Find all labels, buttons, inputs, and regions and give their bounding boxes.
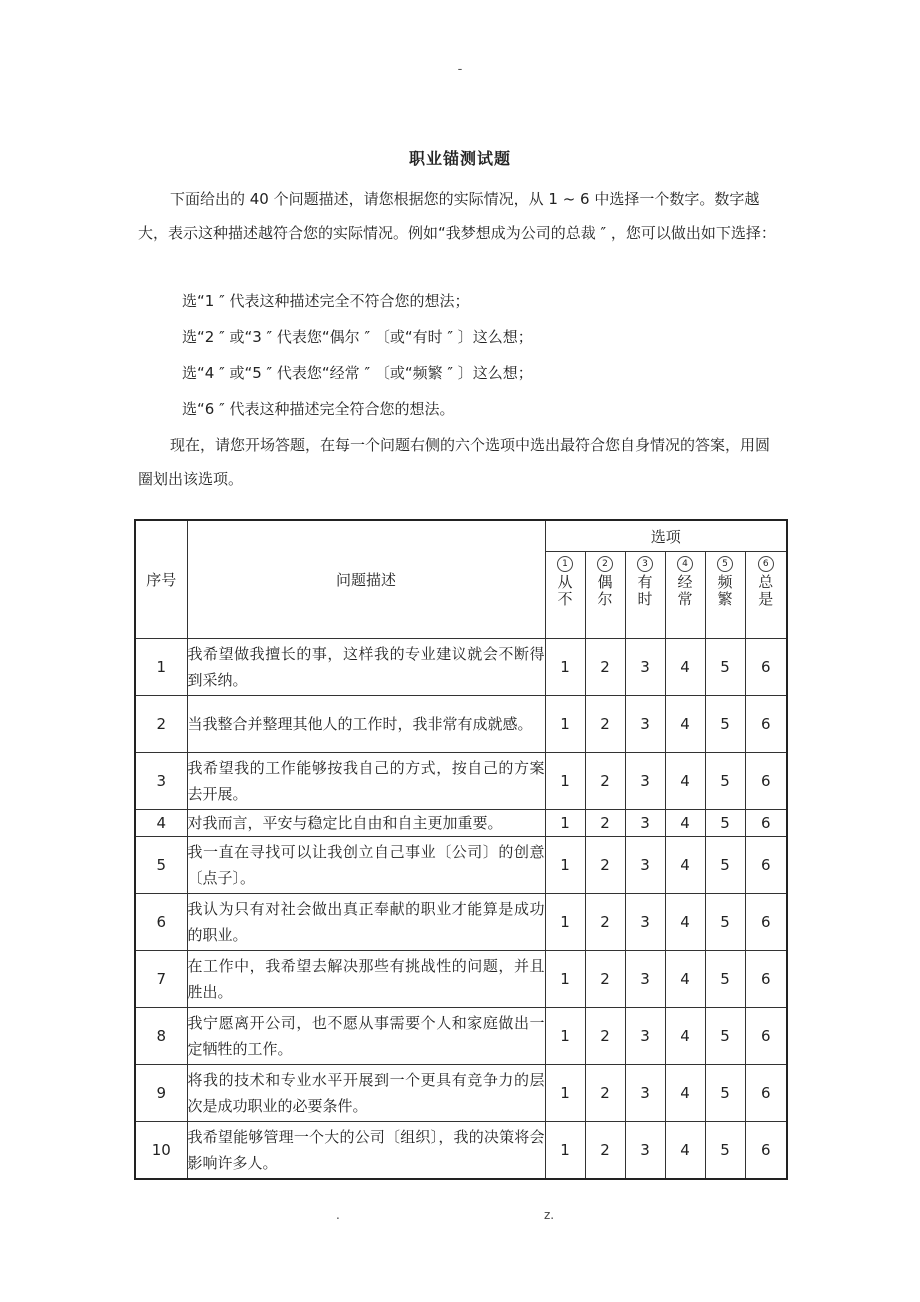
option-number-circle: 5 [717, 556, 733, 572]
score-option-5[interactable]: 5 [705, 753, 745, 810]
table-row [135, 1122, 787, 1180]
question-number: 8 [135, 1008, 187, 1065]
question-number: 10 [135, 1122, 187, 1180]
question-text: 对我而言，平安与稳定比自由和自主更加重要。 [187, 810, 545, 837]
table-row [135, 639, 787, 696]
header-mark: - [457, 62, 463, 77]
score-option-1[interactable]: 1 [545, 1065, 585, 1122]
option-label: 频繁 [717, 573, 733, 608]
questionnaire-table [134, 519, 788, 1180]
score-option-5[interactable]: 5 [705, 951, 745, 1008]
score-option-2[interactable]: 2 [585, 1122, 625, 1180]
score-option-6[interactable]: 6 [745, 696, 787, 753]
choice-line-4: 选“6 ″ 代表这种描述完全符合您的想法。 [182, 400, 455, 418]
score-option-2[interactable]: 2 [585, 753, 625, 810]
question-number: 6 [135, 894, 187, 951]
score-option-5[interactable]: 5 [705, 696, 745, 753]
question-text: 在工作中，我希望去解决那些有挑战性的问题，并且胜出。 [187, 951, 545, 1008]
header-options: 选项 [545, 520, 787, 552]
score-option-3[interactable]: 3 [625, 837, 665, 894]
score-option-1[interactable]: 1 [545, 1122, 585, 1180]
score-option-6[interactable]: 6 [745, 1065, 787, 1122]
table-row [135, 696, 787, 753]
score-option-2[interactable]: 2 [585, 1065, 625, 1122]
score-option-2[interactable]: 2 [585, 810, 625, 837]
score-option-5[interactable]: 5 [705, 810, 745, 837]
score-option-3[interactable]: 3 [625, 1065, 665, 1122]
question-text: 我宁愿离开公司，也不愿从事需要个人和家庭做出一定牺牲的工作。 [187, 1008, 545, 1065]
score-option-2[interactable]: 2 [585, 951, 625, 1008]
option-label: 有时 [637, 573, 653, 608]
question-text: 我认为只有对社会做出真正奉献的职业才能算是成功的职业。 [187, 894, 545, 951]
question-number: 2 [135, 696, 187, 753]
score-option-3[interactable]: 3 [625, 1122, 665, 1180]
score-option-3[interactable]: 3 [625, 1008, 665, 1065]
question-text: 我希望做我擅长的事，这样我的专业建议就会不断得到采纳。 [187, 639, 545, 696]
questions-body [135, 639, 787, 1180]
score-option-4[interactable]: 4 [665, 810, 705, 837]
score-option-3[interactable]: 3 [625, 639, 665, 696]
option-header-3 [625, 552, 665, 639]
score-option-4[interactable]: 4 [665, 951, 705, 1008]
question-text: 我一直在寻找可以让我创立自己事业〔公司〕的创意〔点子〕。 [187, 837, 545, 894]
footer-right-mark: z. [544, 1208, 555, 1222]
score-option-5[interactable]: 5 [705, 639, 745, 696]
score-option-4[interactable]: 4 [665, 837, 705, 894]
question-number: 1 [135, 639, 187, 696]
score-option-3[interactable]: 3 [625, 951, 665, 1008]
score-option-5[interactable]: 5 [705, 1008, 745, 1065]
score-option-2[interactable]: 2 [585, 894, 625, 951]
option-number-circle: 4 [677, 556, 693, 572]
choice-line-1: 选“1 ″ 代表这种描述完全不符合您的想法； [182, 292, 470, 310]
option-header-1 [545, 552, 585, 639]
question-text: 当我整合并整理其他人的工作时，我非常有成就感。 [187, 696, 545, 753]
footer-left-mark: . [336, 1208, 340, 1222]
question-number: 3 [135, 753, 187, 810]
table-row [135, 837, 787, 894]
question-text: 我希望我的工作能够按我自己的方式，按自己的方案去开展。 [187, 753, 545, 810]
score-option-4[interactable]: 4 [665, 1065, 705, 1122]
score-option-6[interactable]: 6 [745, 837, 787, 894]
score-option-6[interactable]: 6 [745, 1122, 787, 1180]
option-header-2 [585, 552, 625, 639]
option-label: 从不 [557, 573, 573, 608]
score-option-4[interactable]: 4 [665, 1122, 705, 1180]
score-option-4[interactable]: 4 [665, 696, 705, 753]
intro-paragraph: 下面给出的 40 个问题描述，请您根据您的实际情况，从 1 ~ 6 中选择一个数字。数字越大，表示这种描述越符合您的实际情况。例如“我梦想成为公司的总裁 ″ ，您可以做出如下选择： [138, 190, 776, 242]
option-header-4 [665, 552, 705, 639]
score-option-3[interactable]: 3 [625, 810, 665, 837]
score-option-6[interactable]: 6 [745, 810, 787, 837]
score-option-1[interactable]: 1 [545, 951, 585, 1008]
score-option-4[interactable]: 4 [665, 639, 705, 696]
table-row [135, 753, 787, 810]
choice-line-2: 选“2 ″ 或“3 ″ 代表您“偶尔 ″ 〔或“有时 ″ 〕这么想； [182, 328, 533, 346]
option-label: 经常 [677, 573, 693, 608]
score-option-5[interactable]: 5 [705, 1122, 745, 1180]
score-option-1[interactable]: 1 [545, 837, 585, 894]
score-option-1[interactable]: 1 [545, 810, 585, 837]
score-option-2[interactable]: 2 [585, 696, 625, 753]
score-option-5[interactable]: 5 [705, 894, 745, 951]
score-option-1[interactable]: 1 [545, 753, 585, 810]
score-option-2[interactable]: 2 [585, 639, 625, 696]
option-number-circle: 1 [557, 556, 573, 572]
option-label: 偶尔 [597, 573, 613, 608]
table-row [135, 951, 787, 1008]
question-number: 7 [135, 951, 187, 1008]
question-text: 我希望能够管理一个大的公司〔组织〕，我的决策将会影响许多人。 [187, 1122, 545, 1180]
score-option-1[interactable]: 1 [545, 639, 585, 696]
score-option-3[interactable]: 3 [625, 894, 665, 951]
question-text: 将我的技术和专业水平开展到一个更具有竞争力的层次是成功职业的必要条件。 [187, 1065, 545, 1122]
score-option-1[interactable]: 1 [545, 696, 585, 753]
question-number: 5 [135, 837, 187, 894]
score-option-6[interactable]: 6 [745, 894, 787, 951]
header-seq: 序号 [135, 520, 187, 639]
instruction-paragraph: 现在，请您开场答题，在每一个问题右侧的六个选项中选出最符合您自身情况的答案，用圆圈划出该选项。 [138, 436, 771, 488]
question-number: 4 [135, 810, 187, 837]
option-header-5 [705, 552, 745, 639]
table-row [135, 1065, 787, 1122]
score-option-5[interactable]: 5 [705, 837, 745, 894]
score-option-1[interactable]: 1 [545, 894, 585, 951]
score-option-2[interactable]: 2 [585, 1008, 625, 1065]
option-number-circle: 3 [637, 556, 653, 572]
option-header-6 [745, 552, 787, 639]
score-option-6[interactable]: 6 [745, 639, 787, 696]
table-row [135, 810, 787, 837]
header-description: 问题描述 [187, 520, 545, 639]
score-option-5[interactable]: 5 [705, 1065, 745, 1122]
score-option-4[interactable]: 4 [665, 753, 705, 810]
score-option-6[interactable]: 6 [745, 753, 787, 810]
score-option-6[interactable]: 6 [745, 1008, 787, 1065]
option-number-circle: 6 [758, 556, 774, 572]
score-option-2[interactable]: 2 [585, 837, 625, 894]
score-option-6[interactable]: 6 [745, 951, 787, 1008]
score-option-4[interactable]: 4 [665, 1008, 705, 1065]
table-row [135, 894, 787, 951]
score-option-3[interactable]: 3 [625, 696, 665, 753]
option-number-circle: 2 [597, 556, 613, 572]
score-option-4[interactable]: 4 [665, 894, 705, 951]
score-option-3[interactable]: 3 [625, 753, 665, 810]
choice-line-3: 选“4 ″ 或“5 ″ 代表您“经常 ″ 〔或“频繁 ″ 〕这么想； [182, 364, 533, 382]
question-number: 9 [135, 1065, 187, 1122]
table-row [135, 1008, 787, 1065]
option-label: 总是 [758, 573, 774, 608]
score-option-1[interactable]: 1 [545, 1008, 585, 1065]
page-title: 职业锚测试题 [408, 149, 511, 168]
